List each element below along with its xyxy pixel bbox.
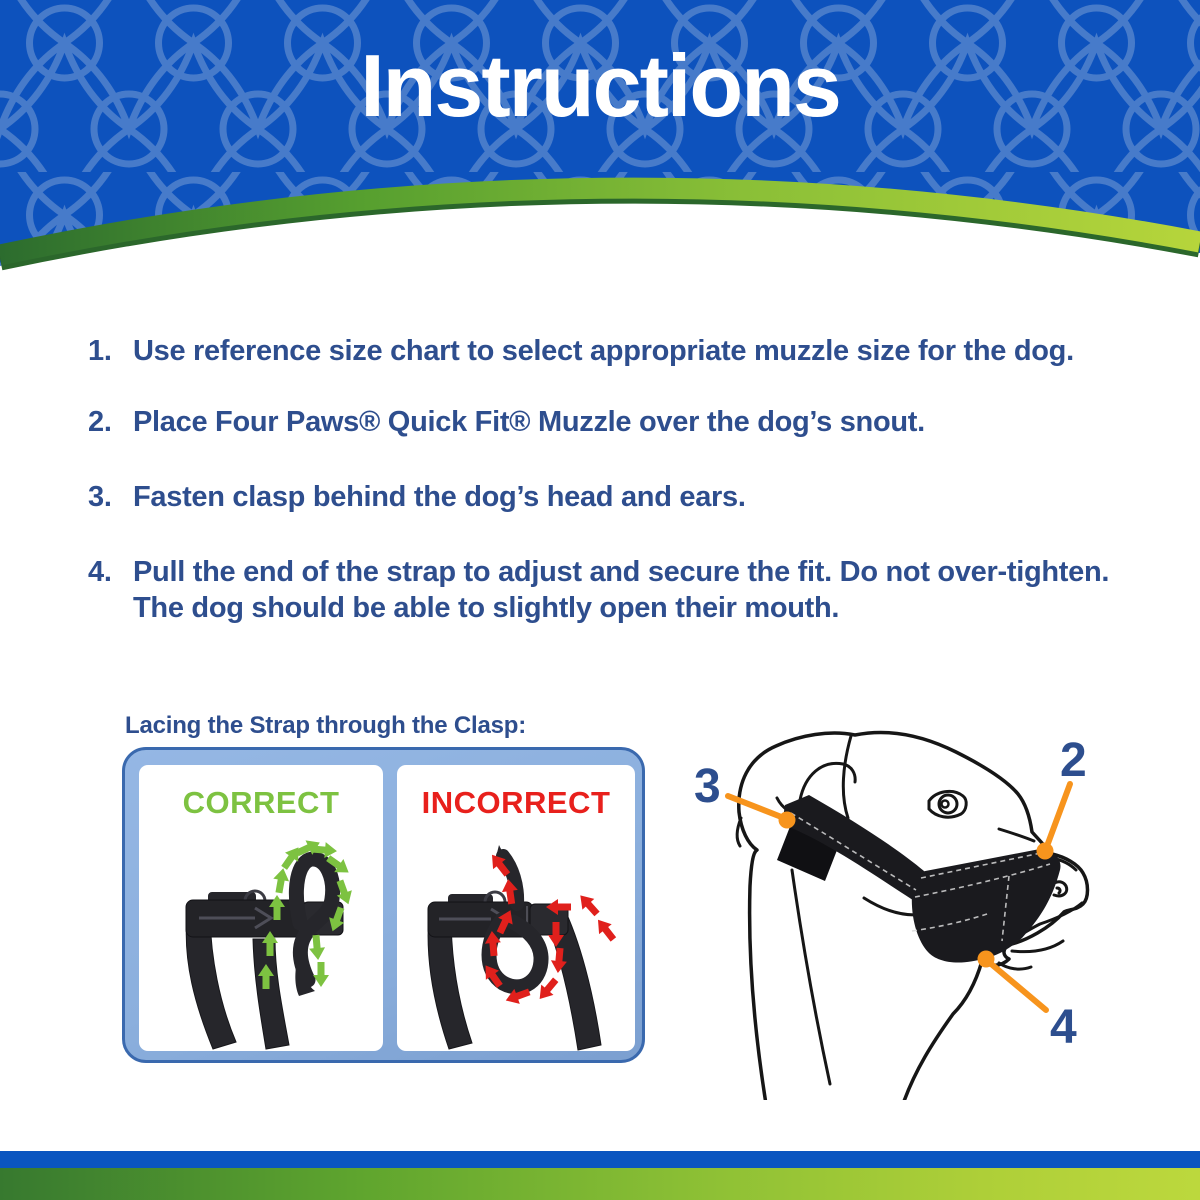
step-4-number: 4. <box>88 556 112 588</box>
dog-eye <box>929 791 966 817</box>
incorrect-panel <box>397 765 635 1051</box>
lacing-heading: Lacing the Strap through the Clasp: <box>125 712 527 739</box>
page-title: Instructions <box>360 36 840 135</box>
footer-stripe-green <box>0 1168 1200 1200</box>
step-3-text: Fasten clasp behind the dog’s head and ears. <box>133 481 746 513</box>
dog-illustration <box>660 700 1200 1100</box>
step-1-text: Use reference size chart to select appropriate muzzle size for the dog. <box>133 335 1074 367</box>
step-4 <box>88 554 1109 626</box>
callout-4: 4 <box>1050 1001 1077 1054</box>
step-2 <box>88 404 925 440</box>
correct-label: CORRECT <box>182 785 340 820</box>
dog-muzzle-diagram <box>660 700 1200 1100</box>
correct-panel <box>139 765 383 1051</box>
lacing-comparison-box <box>122 747 645 1063</box>
footer-stripe-blue <box>0 1151 1200 1168</box>
step-1-number: 1. <box>88 335 112 367</box>
incorrect-label: INCORRECT <box>421 785 611 820</box>
callout-2: 2 <box>1060 734 1087 787</box>
step-4-text: Pull the end of the strap to adjust and secure the fit. Do not over-tighten. The dog should be able to slightly open their mouth. <box>133 556 1110 624</box>
step-2-text: Place Four Paws® Quick Fit® Muzzle over the dog’s snout. <box>133 406 925 438</box>
callout-3: 3 <box>694 760 721 813</box>
step-3 <box>88 479 746 515</box>
step-3-number: 3. <box>88 481 112 513</box>
step-1 <box>88 333 1074 369</box>
step-2-number: 2. <box>88 406 112 438</box>
header-banner <box>0 0 1200 290</box>
